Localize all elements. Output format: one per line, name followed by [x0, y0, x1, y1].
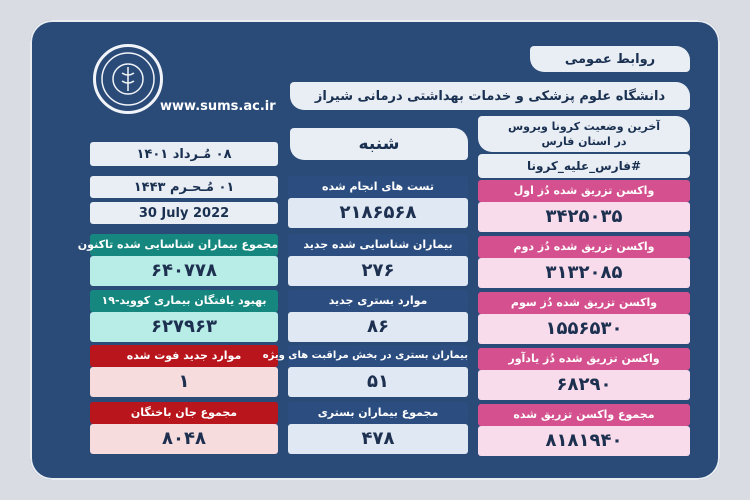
total-hospitalized-value: ۴۷۸ [288, 424, 468, 454]
seal-icon [96, 47, 160, 111]
recovered-label: بهبود یافتگان بیماری کووید-۱۹ [90, 290, 278, 312]
status-line-2: در استان فارس [541, 135, 627, 148]
lunar-date: ۰۱ مُـحـرم ۱۴۴۳ [90, 176, 278, 198]
pr-label: روابط عمومی [530, 46, 690, 72]
total-cases-value: ۶۴۰۷۷۸ [90, 256, 278, 286]
icu-label: بیماران بستری در بخش مراقبت های ویژه [288, 345, 468, 367]
icu-value: ۵۱ [288, 367, 468, 397]
status-heading [478, 116, 690, 152]
status-line-1: آخرین وضعیت کرونا ویروس [507, 120, 661, 133]
university-logo-icon [93, 44, 163, 114]
gregorian-date: 30 July 2022 [90, 202, 278, 224]
tests-value: ۲۱۸۶۵۶۸ [288, 198, 468, 228]
tests-label: تست های انجام شده [288, 176, 468, 198]
university-title: دانشگاه علوم پزشکی و خدمات بهداشتی درمانی شیراز [290, 82, 690, 110]
vaccine-dose1-label: واکسن تزریق شده دُز اول [478, 180, 690, 202]
total-hospitalized-label: مجموع بیماران بستری [288, 402, 468, 424]
vaccine-dose2-label: واکسن تزریق شده دُز دوم [478, 236, 690, 258]
vaccine-dose3-value: ۱۵۵۶۵۳۰ [478, 314, 690, 344]
recovered-value: ۶۲۷۹۶۳ [90, 312, 278, 342]
hashtag: #فارس_علیه_کرونا [478, 154, 690, 178]
new-deaths-value: ۱ [90, 367, 278, 397]
new-hospitalized-value: ۸۶ [288, 312, 468, 342]
total-deaths-value: ۸۰۴۸ [90, 424, 278, 454]
total-deaths-label: مجموع جان باختگان [90, 402, 278, 424]
new-cases-value: ۲۷۶ [288, 256, 468, 286]
solar-date: ۰۸ مُـرداد ۱۴۰۱ [90, 142, 278, 166]
website-link[interactable]: www.sums.ac.ir [160, 99, 276, 114]
vaccine-booster-value: ۶۸۲۹۰ [478, 370, 690, 400]
total-cases-label: مجموع بیماران شناسایی شده تاکنون [90, 234, 278, 256]
vaccine-total-value: ۸۱۸۱۹۴۰ [478, 426, 690, 456]
weekday: شنبه [290, 128, 468, 160]
vaccine-booster-label: واکسن تزریق شده دُز یادآور [478, 348, 690, 370]
vaccine-dose3-label: واکسن تزریق شده دُز سوم [478, 292, 690, 314]
new-deaths-label: موارد جدید فوت شده [90, 345, 278, 367]
vaccine-dose1-value: ۳۴۲۵۰۳۵ [478, 202, 690, 232]
vaccine-total-label: مجموع واکسن تزریق شده [478, 404, 690, 426]
new-hospitalized-label: موارد بستری جدید [288, 290, 468, 312]
vaccine-dose2-value: ۳۱۳۲۰۸۵ [478, 258, 690, 288]
new-cases-label: بیماران شناسایی شده جدید [288, 234, 468, 256]
